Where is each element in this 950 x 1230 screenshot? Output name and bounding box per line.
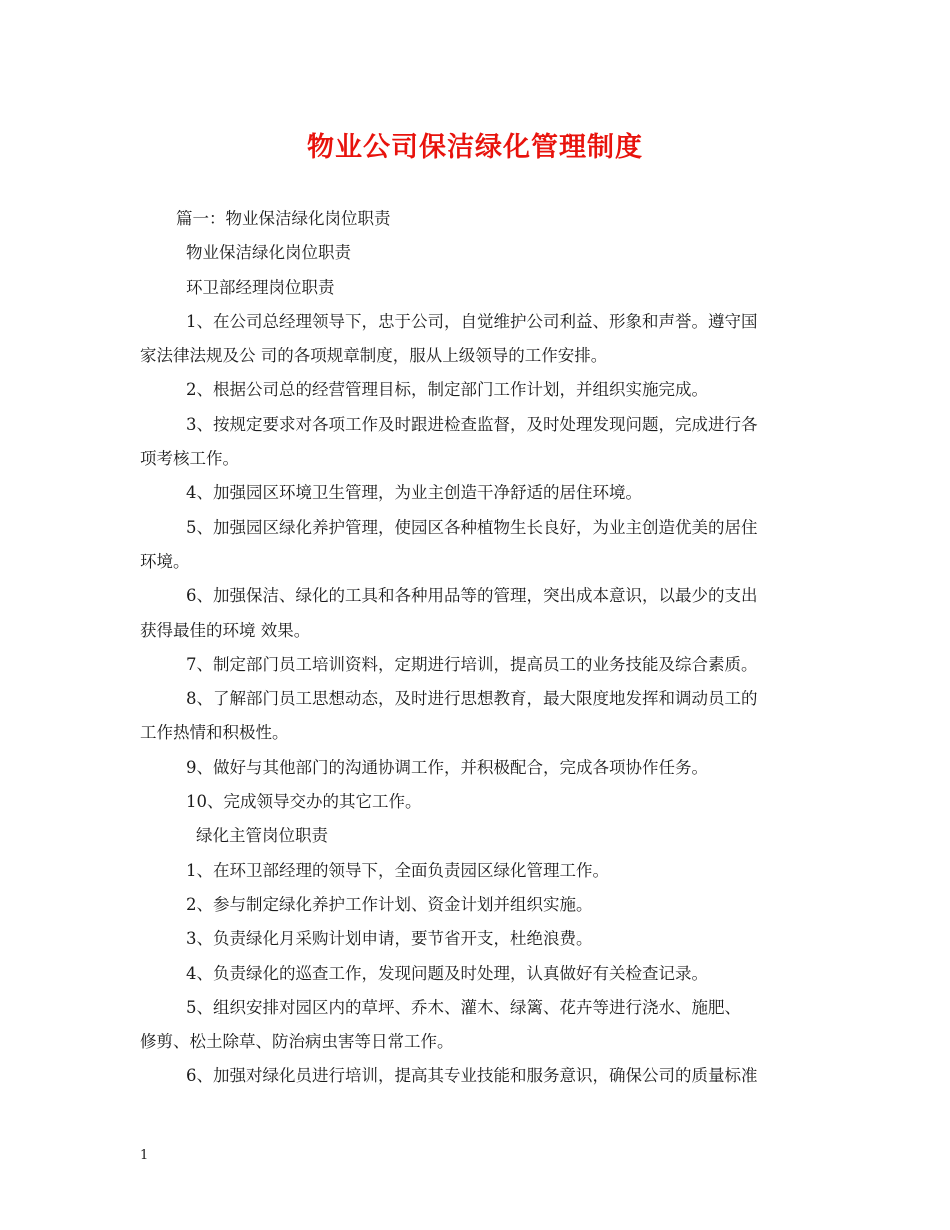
paragraph-line: 2、根据公司总的经营管理目标，制定部门工作计划，并组织实施完成。 [186, 380, 708, 400]
paragraph-line: 2、参与制定绿化养护工作计划、资金计划并组织实施。 [186, 894, 593, 914]
document-body [140, 202, 812, 1094]
paragraph-line: 工作热情和积极性。 [140, 723, 289, 743]
paragraph-line: 获得最佳的环境 效果。 [140, 620, 311, 640]
paragraph-line: 4、加强园区环境卫生管理，为业主创造干净舒适的居住环境。 [186, 483, 642, 503]
subheading: 环卫部经理岗位职责 [186, 277, 335, 297]
paragraph-line: 修剪、松土除草、防治病虫害等日常工作。 [140, 1032, 454, 1052]
paragraph-line: 4、负责绿化的巡查工作，发现问题及时处理，认真做好有关检查记录。 [186, 963, 708, 983]
paragraph-line: 家法律法规及公 司的各项规章制度，服从上级领导的工作安排。 [140, 346, 608, 366]
paragraph-line: 5、组织安排对园区内的草坪、乔木、灌木、绿篱、花卉等进行浇水、施肥、 [186, 997, 741, 1017]
paragraph-line: 6、加强保洁、绿化的工具和各种用品等的管理，突出成本意识，以最少的支出 [186, 586, 758, 606]
paragraph-line: 3、按规定要求对各项工作及时跟进检查监督，及时处理发现问题，完成进行各 [186, 414, 758, 434]
paragraph-line: 10、完成领导交办的其它工作。 [186, 792, 422, 812]
paragraph-line: 7、制定部门员工培训资料，定期进行培训，提高员工的业务技能及综合素质。 [186, 654, 758, 674]
section-heading: 篇一：物业保洁绿化岗位职责 [176, 209, 391, 228]
document-title: 物业公司保洁绿化管理制度 [307, 132, 643, 163]
paragraph-line: 1、在环卫部经理的领导下，全面负责园区绿化管理工作。 [186, 860, 609, 880]
page-number: 1 [140, 1148, 149, 1163]
paragraph-line: 项考核工作。 [140, 449, 239, 469]
subheading: 物业保洁绿化岗位职责 [186, 243, 351, 263]
paragraph-line: 9、做好与其他部门的沟通协调工作，并积极配合，完成各项协作任务。 [186, 757, 708, 777]
paragraph-line: 环境。 [140, 551, 190, 571]
paragraph-line: 6、加强对绿化员进行培训，提高其专业技能和服务意识，确保公司的质量标准 [186, 1066, 758, 1086]
paragraph-line: 8、了解部门员工思想动态，及时进行思想教育，最大限度地发挥和调动员工的 [186, 689, 758, 709]
subheading: 绿化主管岗位职责 [196, 826, 328, 846]
paragraph-line: 5、加强园区绿化养护管理，使园区各种植物生长良好，为业主创造优美的居住 [186, 517, 758, 537]
paragraph-line: 3、负责绿化月采购计划申请，要节省开支，杜绝浪费。 [186, 929, 593, 949]
paragraph-line: 1、在公司总经理领导下，忠于公司，自觉维护公司利益、形象和声誉。遵守国 [186, 311, 758, 331]
